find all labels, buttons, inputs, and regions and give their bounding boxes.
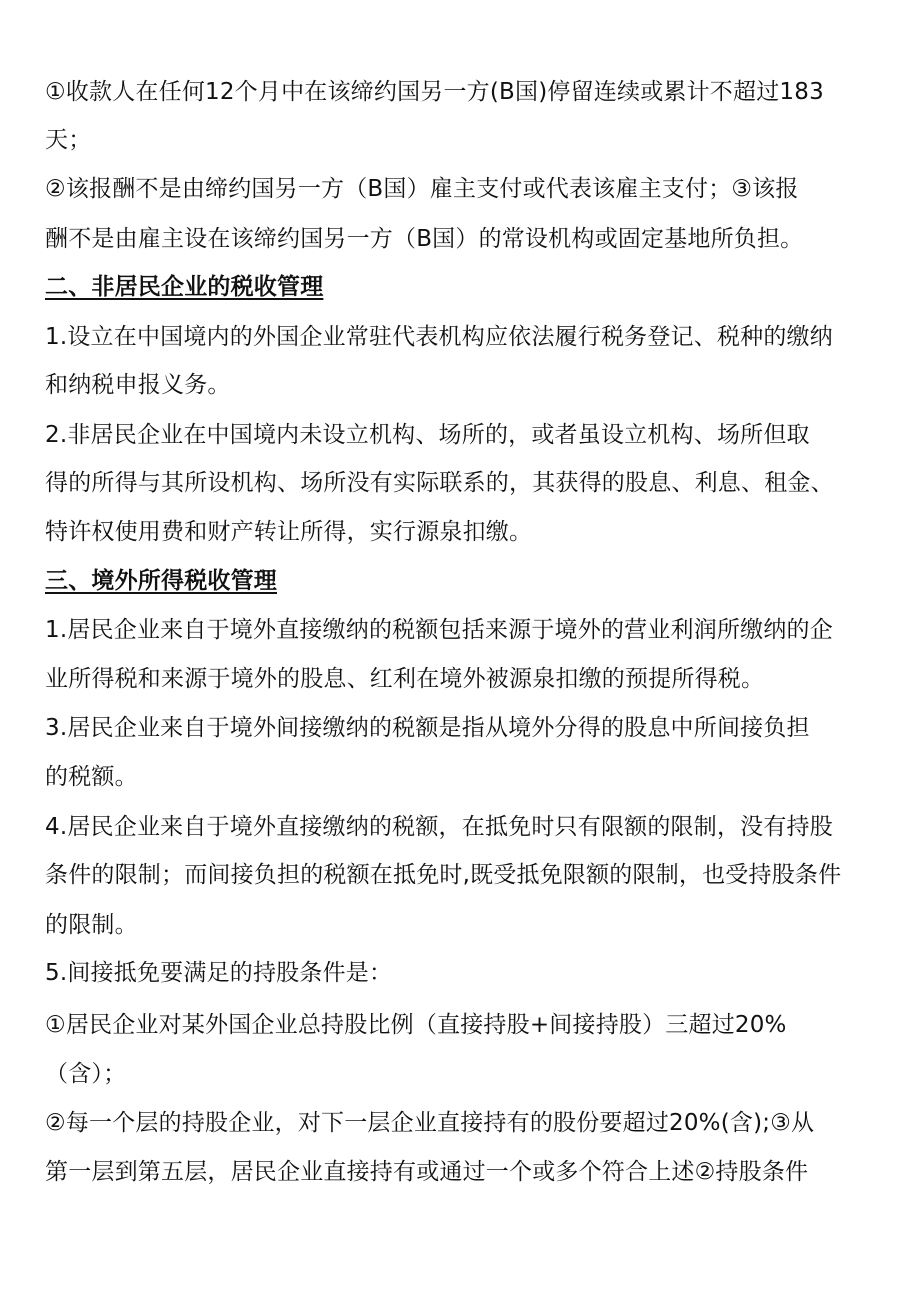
text-line: （含）； [45,1061,127,1087]
section-heading-foreign-income: 三、境外所得税收管理 [45,568,277,594]
text-line: 和纳税申报义务。 [45,372,231,398]
text-line: 1.设立在中国境内的外国企业常驻代表机构应依法履行税务登记、税种的缴纳 [45,324,833,350]
text-line: 天； [45,127,92,153]
text-line: 3.居民企业来自于境外间接缴纳的税额是指从境外分得的股息中所间接负担 [45,715,810,741]
text-line: 得的所得与其所设机构、场所没有实际联系的，其获得的股息、利息、租金、 [45,470,834,496]
text-line: ①居民企业对某外国企业总持股比例（直接持股+间接持股）三超过20% [45,1012,787,1038]
text-line: 特许权使用费和财产转让所得，实行源泉扣缴。 [45,519,533,545]
text-line: 1.居民企业来自于境外直接缴纳的税额包括来源于境外的营业利润所缴纳的企 [45,617,833,643]
text-line: 酬不是由雇主设在该缔约国另一方（B国）的常设机构或固定基地所负担。 [45,226,804,252]
text-line: ②该报酬不是由缔约国另一方（B国）雇主支付或代表该雇主支付；③该报 [45,176,799,202]
text-line: 第一层到第五层，居民企业直接持有或通过一个或多个符合上述②持股条件 [45,1159,809,1185]
text-line: 5.间接抵免要满足的持股条件是： [45,960,393,986]
text-line: 业所得税和来源于境外的股息、红利在境外被源泉扣缴的预提所得税。 [45,666,765,692]
text-line: ①收款人在任何12个月中在该缔约国另一方(B国)停留连续或累计不超过183 [45,79,824,105]
text-line: 条件的限制；而间接负担的税额在抵免时,既受抵免限额的限制，也受持股条件 [45,862,842,888]
text-line: ②每一个层的持股企业，对下一层企业直接持有的股份要超过20%(含);③从 [45,1110,815,1136]
text-line: 4.居民企业来自于境外直接缴纳的税额，在抵免时只有限额的限制，没有持股 [45,814,833,840]
text-line: 的限制。 [45,912,138,938]
section-heading-nonresident: 二、非居民企业的税收管理 [45,274,324,300]
text-line: 的税额。 [45,764,138,790]
text-line: 2.非居民企业在中国境内未设立机构、场所的，或者虽设立机构、场所但取 [45,422,810,448]
